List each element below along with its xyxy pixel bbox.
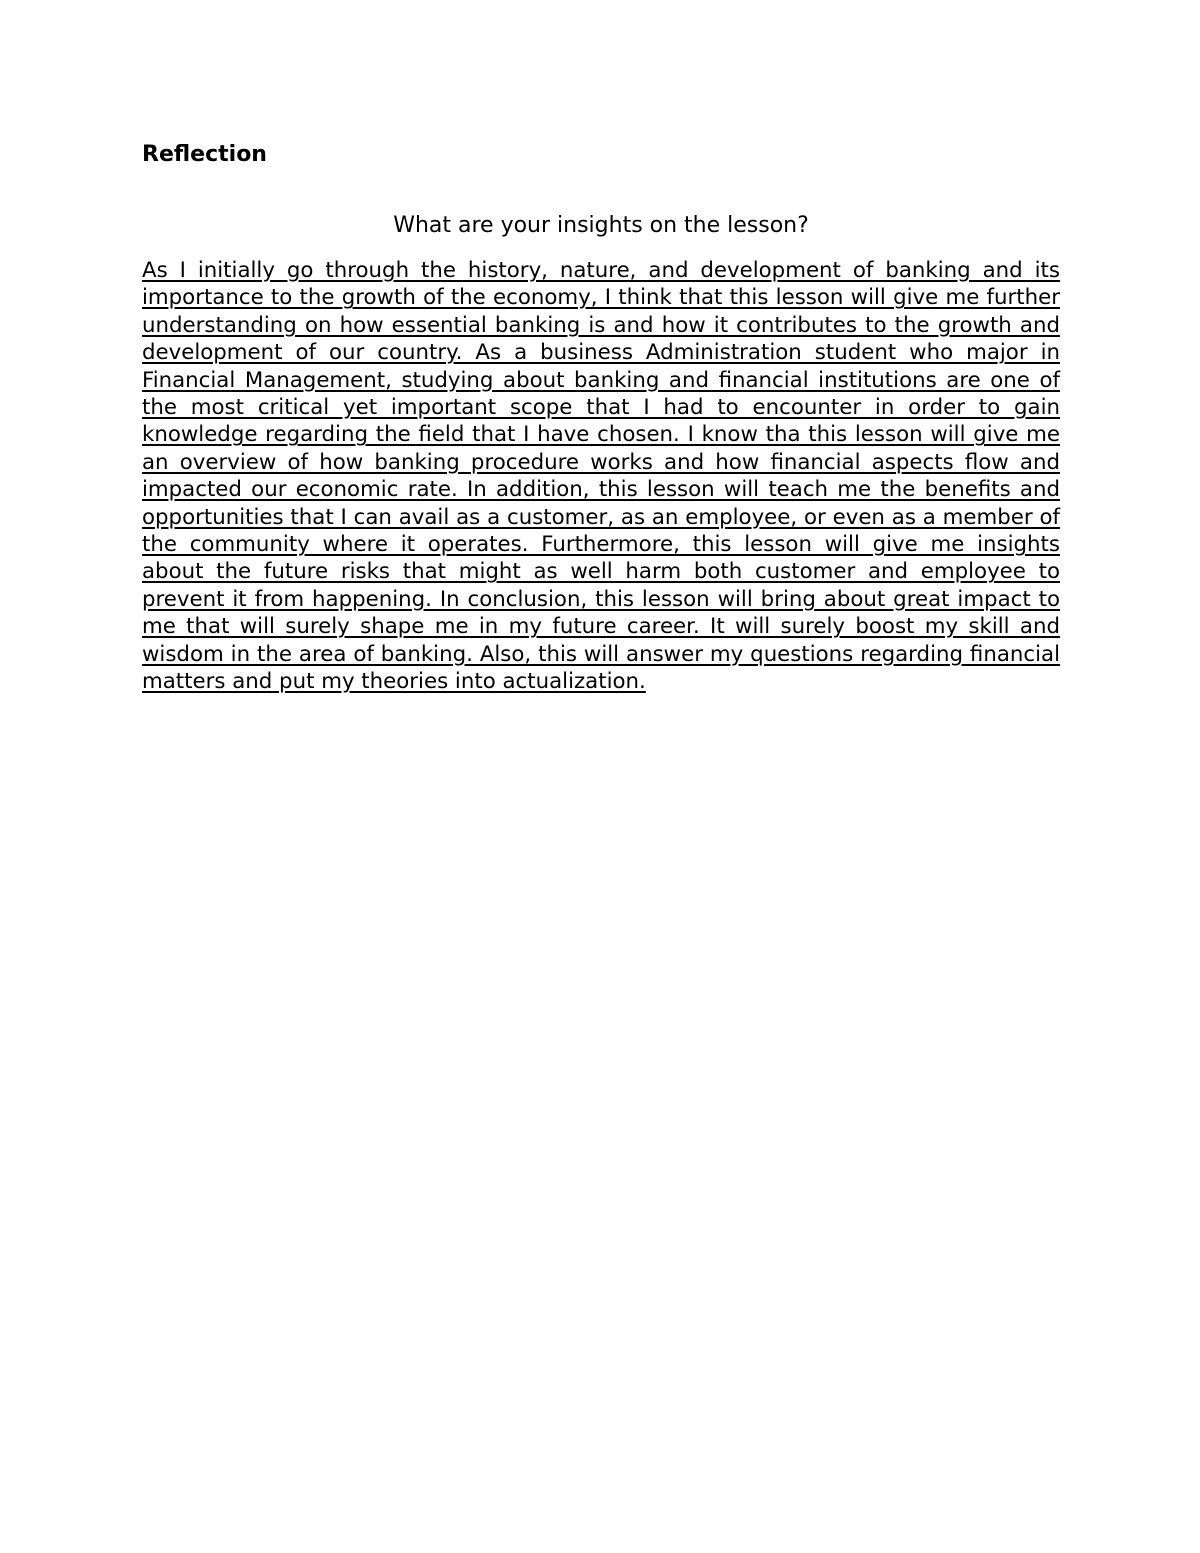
reflection-body-paragraph: As I initially go through the history, nature, and development of banking and its importance to the growth of the economy, I think that this lesson will give me further understanding on how essential banking is and how it contributes to the growth and development of our country. As a business Administration student who major in Financial Management, studying about banking and financial institutions are one of the most critical yet important scope that I had to encounter in order to gain knowledge regarding the field that I have chosen. I know tha this lesson will give me an overview of how banking procedure works and how financial aspects flow and impacted our economic rate. In addition, this lesson will teach me the benefits and opportunities that I can avail as a customer, as an employee, or even as a member of the community where it operates. Furthermore, this lesson will give me insights about the future risks that might as well harm both customer and employee to prevent it from happening. In conclusion, this lesson will bring about great impact to me that will surely shape me in my future career. It will surely boost my skill and wisdom in the area of banking. Also, this will answer my questions regarding financial matters and put my theories into actualization. [142, 258, 1060, 695]
document-heading: Reflection [142, 142, 267, 167]
reflection-question: What are your insights on the lesson? [393, 213, 809, 238]
